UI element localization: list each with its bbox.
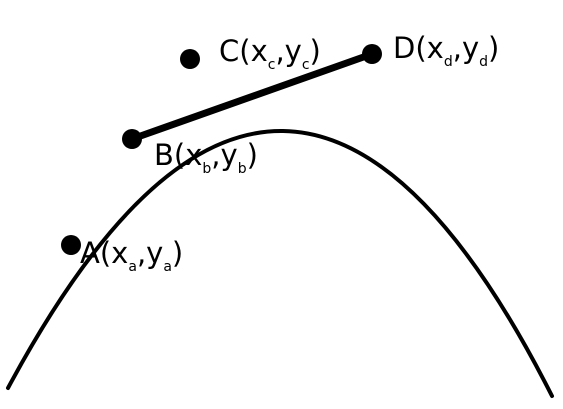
point-c-y-subscript: c [301,57,310,73]
point-a-x-subscript: a [128,259,137,275]
point-a-label: $A(x_a,y_a)$ [80,236,184,275]
point-c-x-symbol: x [250,34,268,68]
point-a-x-symbol: x [111,236,129,270]
point-b-name: B [154,138,174,172]
point-b-label: $B(x_b,y_b)$ [154,138,258,177]
point-c-name: C [219,34,240,68]
point-d-y-symbol: y [461,31,480,65]
point-d-y-subscript: d [479,54,489,70]
point-d-x-symbol: x [426,31,444,65]
point-b-x-subscript: b [202,161,212,177]
point-d-x-subscript: d [443,54,453,70]
point-b-y-symbol: y [220,138,238,172]
point-c-x-subscript: c [267,57,276,73]
point-b-x-symbol: x [185,138,203,172]
point-a-name: A [80,236,100,270]
point-d-label: $D(x_d,y_d)$ [393,31,500,70]
point-b-marker [122,129,142,149]
point-a-marker [61,235,81,255]
point-c-label: $C(x_c,y_c)$ [219,34,321,73]
point-a-y-symbol: y [146,236,164,270]
point-b-y-subscript: b [237,161,247,177]
point-c-marker [180,49,200,69]
point-d-name: D [393,31,416,65]
point-a-y-subscript: a [163,259,172,275]
point-c-y-symbol: y [284,34,302,68]
point-d-marker [362,44,382,64]
